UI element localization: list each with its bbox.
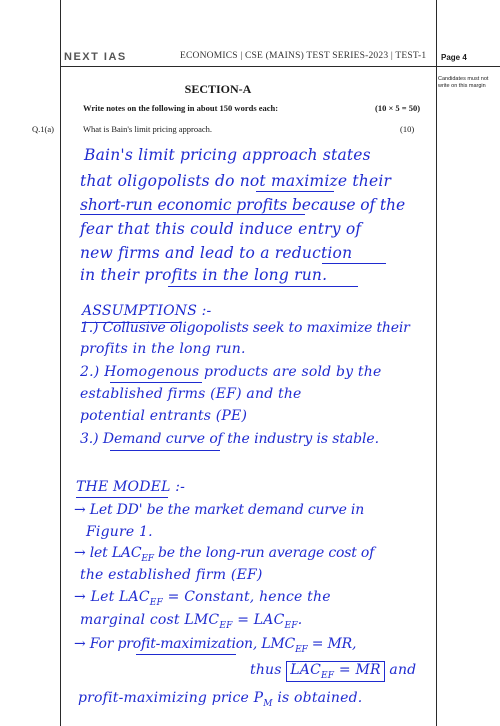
- question-text: What is Bain's limit pricing approach.: [83, 124, 213, 134]
- question-marks: (10): [400, 124, 415, 134]
- answer-line: in their profits in the long run.: [80, 266, 328, 284]
- test-series-title: ECONOMICS | CSE (MAINS) TEST SERIES-2023 | TEST-1: [180, 51, 427, 61]
- section-title: SECTION-A: [184, 82, 252, 96]
- assumption-line: established firms (EF) and the: [80, 386, 302, 402]
- section-marks: (10 × 5 = 50): [375, 103, 421, 113]
- answer-line: fear that this could induce entry of: [80, 220, 362, 238]
- underline: [136, 654, 236, 655]
- model-line: → For profit-maximization, $LMC_{EF}$ = MR,: [74, 636, 357, 655]
- page-number: Page 4: [441, 53, 467, 62]
- model-line: the established firm (EF): [80, 567, 263, 583]
- model-line: thus $LAC_{EF}$ = MR and: [250, 662, 417, 681]
- boxed-condition: $LAC_{EF}$ = MR: [286, 661, 384, 682]
- model-line: Figure 1.: [86, 524, 153, 540]
- answer-line: that oligopolists do not maximize their: [80, 172, 392, 190]
- answer-line: new firms and lead to a reduction: [80, 244, 353, 262]
- answer-line: short-run economic profits because of the: [80, 196, 406, 214]
- assumption-line: potential entrants (PE): [80, 408, 248, 424]
- assumption-line: profits in the long run.: [80, 341, 246, 357]
- model-heading: THE MODEL :-: [76, 479, 186, 495]
- underline: [76, 497, 168, 498]
- model-line: marginal cost $LMC_{EF} = LAC_{EF}$.: [80, 612, 303, 631]
- assumption-line: 3.) Demand curve of the industry is stable.: [80, 431, 379, 447]
- assumptions-heading: ASSUMPTIONS :-: [82, 303, 212, 319]
- model-line: → let $LAC_{EF}$ be the long-run average cost of: [74, 545, 375, 564]
- underline: [168, 286, 358, 287]
- model-line: → Let DD' be the market demand curve in: [74, 502, 365, 518]
- assumption-line: 2.) Homogenous products are sold by the: [80, 364, 382, 380]
- underline: [80, 214, 305, 215]
- underline: [110, 382, 202, 383]
- underline: [256, 191, 334, 192]
- underline: [110, 450, 220, 451]
- model-line: → Let $LAC_{EF}$ = Constant, hence the: [74, 589, 331, 608]
- assumption-line: 1.) Collusive oligopolists seek to maximize their: [80, 320, 410, 336]
- answer-line: Bain's limit pricing approach states: [84, 146, 371, 164]
- underline: [322, 263, 386, 264]
- section-instruction: Write notes on the following in about 150 words each:: [83, 103, 279, 113]
- brand-logo-text: NEXT IAS: [64, 51, 127, 63]
- question-number: Q.1(a): [32, 124, 54, 134]
- model-line: profit-maximizing price $P_M$ is obtained.: [78, 690, 363, 709]
- margin-instruction: Candidates must not write on this margin: [438, 76, 489, 89]
